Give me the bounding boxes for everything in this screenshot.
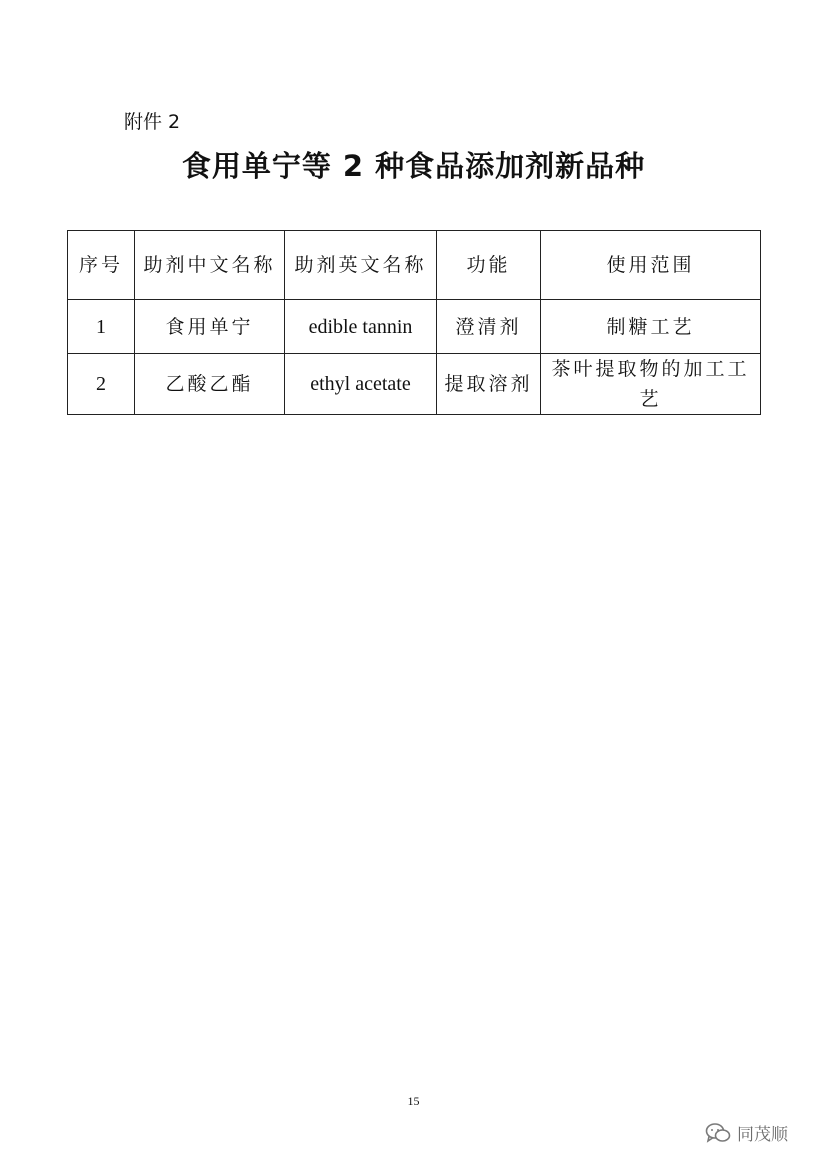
table-header-row (68, 231, 761, 300)
row-en-name: ethyl acetate (285, 354, 437, 415)
row-function: 提取溶剂 (437, 354, 541, 415)
watermark (705, 1120, 788, 1145)
wechat-icon (705, 1122, 731, 1144)
row-cn-name: 食用单宁 (135, 300, 285, 354)
header-cn-name: 助剂中文名称 (135, 231, 285, 300)
row-no: 1 (68, 300, 135, 354)
header-en-name: 助剂英文名称 (285, 231, 437, 300)
table-row (68, 300, 761, 354)
row-no: 2 (68, 354, 135, 415)
header-function: 功能 (437, 231, 541, 300)
row-scope: 茶叶提取物的加工工艺 (541, 354, 761, 415)
row-en-name: edible tannin (285, 300, 437, 354)
page-title: 食用单宁等 2 种食品添加剂新品种 (181, 149, 646, 183)
row-scope: 制糖工艺 (541, 300, 761, 354)
row-function: 澄清剂 (437, 300, 541, 354)
page-number: 15 (407, 1094, 420, 1108)
row-cn-name: 乙酸乙酯 (135, 354, 285, 415)
header-scope: 使用范围 (541, 231, 761, 300)
table-row (68, 354, 761, 415)
annex-label: 附件 2 (124, 111, 181, 133)
additive-table (67, 230, 761, 415)
watermark-text: 同茂顺 (737, 1125, 788, 1145)
header-no: 序号 (68, 231, 135, 300)
